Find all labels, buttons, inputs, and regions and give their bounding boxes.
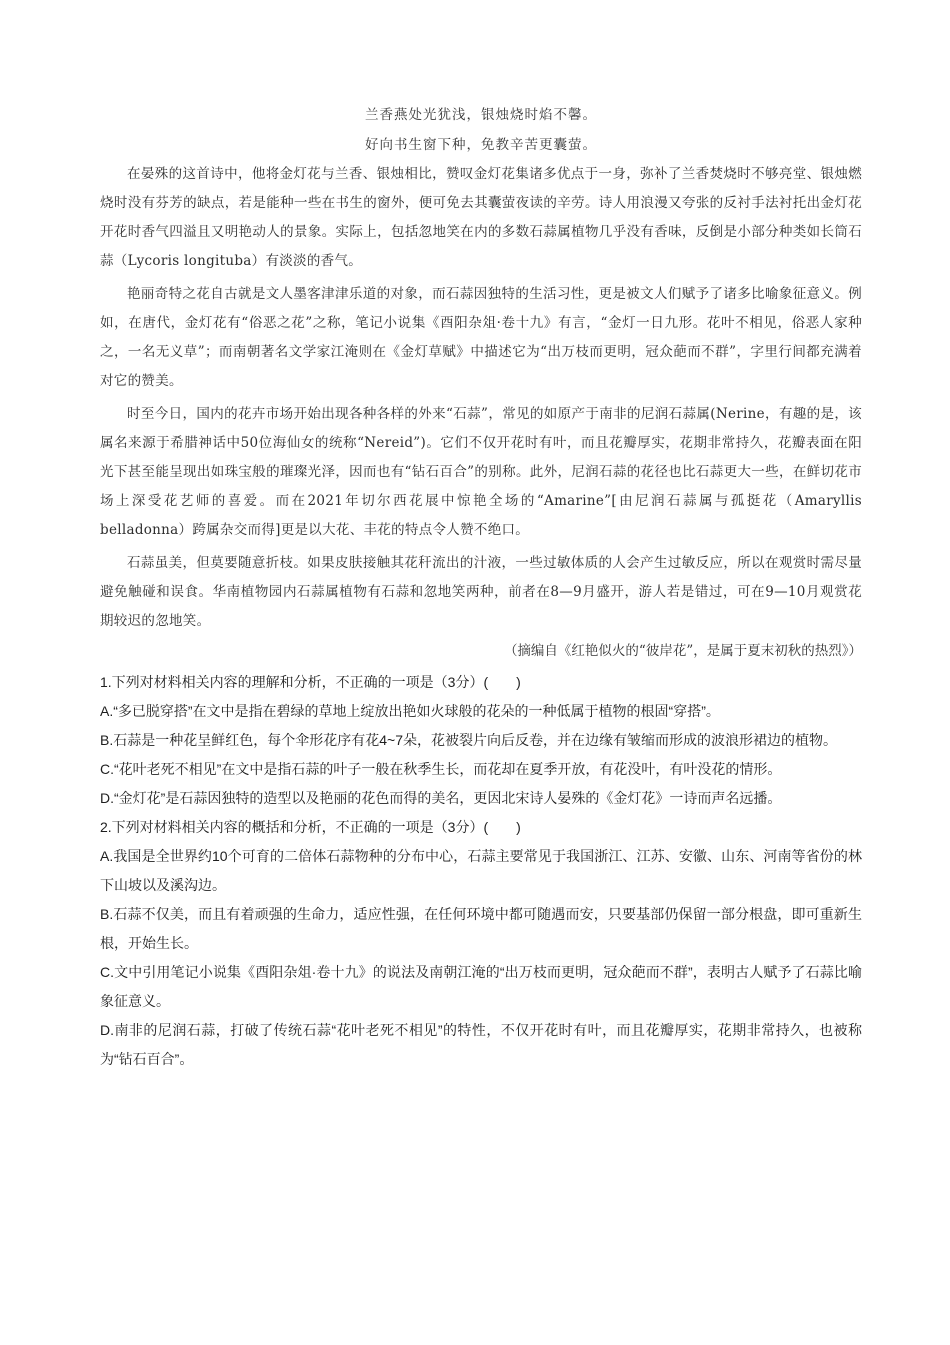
question-1-option-d: D.“金灯花”是石蒜因独特的造型以及艳丽的花色而得的美名，更因北宋诗人晏殊的《金灯花》一诗而声名远播。 [100,790,782,806]
question-2-option-d: D.南非的尼润石蒜，打破了传统石蒜“花叶老死不相见”的特性，不仅开花时有叶，而且花瓣厚实，花期非常持久，也被称为“钻石百合”。 [100,1022,862,1067]
poem-line-2: 好向书生窗下种，免教辛苦更囊萤。 [365,137,597,153]
question-1-option-c: C.“花叶老死不相见”在文中是指石蒜的叶子一般在秋季生长，而花却在夏季开放，有花没叶，有叶没花的情形。 [100,761,782,777]
document-page [100,100,862,1074]
passage-paragraph-4: 石蒜虽美，但莫要随意折枝。如果皮肤接触其花秆流出的汁液，一些过敏体质的人会产生过敏反应，所以在观赏时需尽量避免触碰和误食。华南植物园内石蒜属植物有石蒜和忽地笑两种，前者在8—9月盛开，游人若是错过，可在9—10月观赏花期较迟的忽地笑。 [100,555,862,629]
passage-paragraph-2: 艳丽奇特之花自古就是文人墨客津津乐道的对象，而石蒜因独特的生活习性，更是被文人们赋予了诸多比喻象征意义。例如，在唐代，金灯花有“俗恶之花”之称，笔记小说集《酉阳杂俎·卷十九》有言，“金灯一日九形。花叶不相见，俗恶人家种之，一名无义草”；而南朝著名文学家江淹则在《金灯草赋》中描述它为“出万枝而更明，冠众葩而不群”，字里行间都充满着对它的赞美。 [100,286,862,389]
poem-line-1: 兰香燕处光犹浅，银烛烧时焰不馨。 [365,107,597,123]
question-2 [100,813,862,1074]
passage-paragraph-1: 在晏殊的这首诗中，他将金灯花与兰香、银烛相比，赞叹金灯花集诸多优点于一身，弥补了兰香焚烧时不够亮堂、银烛燃烧时没有芬芳的缺点，若是能种一些在书生的窗外，便可免去其囊萤夜读的辛劳。诗人用浪漫又夸张的反衬手法衬托出金灯花开花时香气四溢且又明艳动人的景象。实际上，包括忽地笑在内的多数石蒜属植物几乎没有香味，反倒是小部分种类如长筒石蒜（Lycoris longituba）有淡淡的香气。 [100,166,862,269]
question-1 [100,668,862,813]
question-2-stem: 2.下列对材料相关内容的概括和分析，不正确的一项是（3分）( ) [100,819,521,835]
question-1-stem: 1.下列对材料相关内容的理解和分析，不正确的一项是（3分）( ) [100,674,521,690]
question-2-option-b: B.石蒜不仅美，而且有着顽强的生命力，适应性强，在任何环境中都可随遇而安，只要基部仍保留一部分根盘，即可重新生根，开始生长。 [100,906,862,951]
passage-paragraph-3: 时至今日，国内的花卉市场开始出现各种各样的外来“石蒜”，常见的如原产于南非的尼润石蒜属(Nerine，有趣的是，该属名来源于希腊神话中50位海仙女的统称“Nereid”)。它们不仅开花时有叶，而且花瓣厚实，花期非常持久，花瓣表面在阳光下甚至能呈现出如珠宝般的璀璨光泽，因而也有“钻石百合”的别称。此外，尼润石蒜的花径也比石蒜更大一些，在鲜切花市场上深受花艺师的喜爱。而在2021年切尔西花展中惊艳全场的“Amarine”[由尼润石蒜属与孤挺花（Amaryllis belladonna）跨属杂交而得]更是以大花、丰花的特点令人赞不绝口。 [100,406,862,538]
question-2-option-c: C.文中引用笔记小说集《酉阳杂俎·卷十九》的说法及南朝江淹的“出万枝而更明，冠众葩而不群”，表明古人赋予了石蒜比喻象征意义。 [100,964,862,1009]
question-1-option-b: B.石蒜是一种花呈鲜红色，每个伞形花序有花4~7朵，花被裂片向后反卷，并在边缘有皱缩而形成的波浪形裙边的植物。 [100,732,837,748]
question-1-option-a: A.“多已脱穿搭”在文中是指在碧绿的草地上绽放出艳如火球般的花朵的一种低属于植物的根固“穿搭”。 [100,703,720,719]
passage-source: （摘编自《红艳似火的“彼岸花”，是属于夏末初秋的热烈》） [503,643,862,659]
question-2-option-a: A.我国是全世界约10个可育的二倍体石蒜物种的分布中心，石蒜主要常见于我国浙江、江苏、安徽、山东、河南等省份的林下山坡以及溪沟边。 [100,848,862,893]
poem [100,100,862,160]
